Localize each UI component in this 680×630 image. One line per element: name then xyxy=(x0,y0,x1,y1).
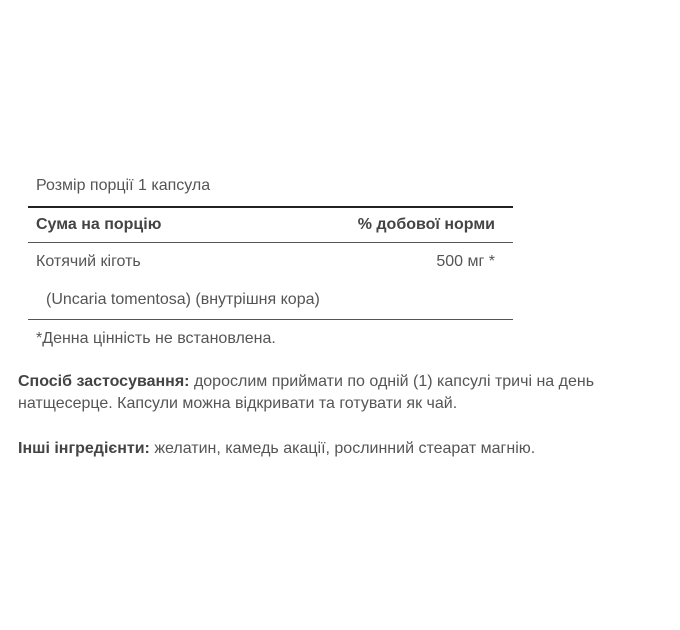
supplement-facts-panel xyxy=(28,166,513,358)
usage-label: Спосіб застосування: xyxy=(18,373,190,390)
facts-header-row xyxy=(28,208,513,242)
ingredient-row xyxy=(28,243,513,281)
amount-per-serving-header: Сума на порцію xyxy=(36,216,162,233)
daily-value-header: % добової норми xyxy=(357,216,495,233)
ingredient-amount: 500 мг * xyxy=(436,253,495,270)
usage-text: дорослим приймати по одній (1) капсулі тричі на день натщесерце. Капсули можна відкривати та готувати як чай. xyxy=(18,373,595,412)
ingredient-detail: (Uncaria tomentosa) (внутрішня кора) xyxy=(46,291,320,308)
other-ingredients-text: желатин, камедь акації, рослинний стеарат магнію. xyxy=(149,440,536,457)
other-ingredients-label: Інші інгредієнти: xyxy=(18,440,150,457)
usage-paragraph xyxy=(18,371,618,415)
other-ingredients-paragraph xyxy=(18,438,618,460)
serving-size: Розмір порції 1 капсула xyxy=(36,177,211,194)
ingredient-name: Котячий кіготь xyxy=(36,253,141,270)
footnote: *Денна цінність не встановлена. xyxy=(36,330,276,347)
